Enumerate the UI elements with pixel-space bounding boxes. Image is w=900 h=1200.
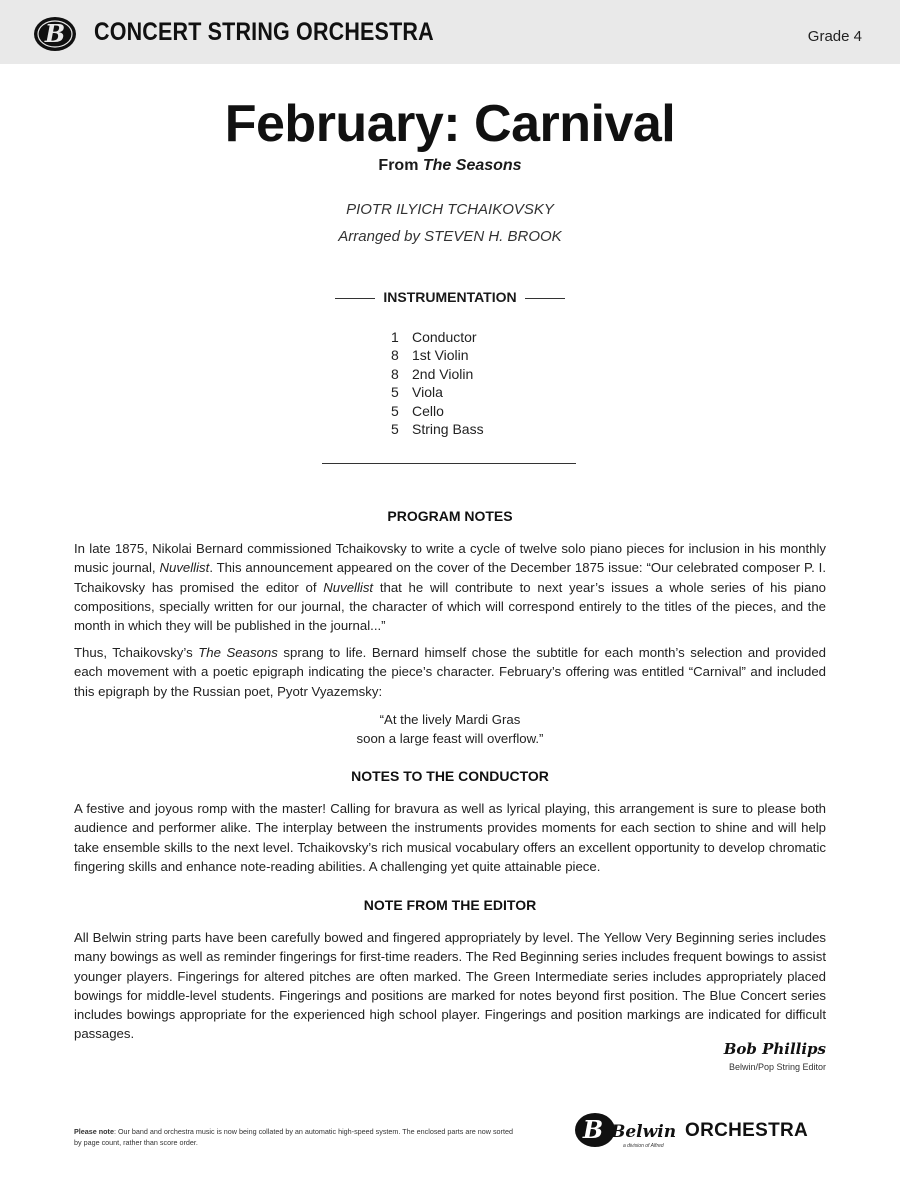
instrument-qty: 8 [391,347,399,364]
text-run: . This announcement appeared on the cover of the December 1875 issue: “Our celebrated composer P. I. Tchaikovsky has promised the editor of [74,560,826,595]
editor-signature: Bob Phillips [723,1040,826,1058]
instrumentation-heading-text: INSTRUMENTATION [383,289,517,305]
svg-text:B: B [582,1115,604,1144]
series-title: CONCERT STRING ORCHESTRA [94,18,434,46]
heading-rule-right [525,298,565,299]
list-item [391,402,484,420]
subtitle-work: The Seasons [422,157,522,174]
editor-note-paragraph: All Belwin string parts have been carefully bowed and fingered appropriately by level. The Yellow Very Beginning series includes many bowings as well as reminder fingerings for first-time readers. The Red Beginning series includes frequent bowings to assist younger players. Fingerings for altered pitches are often marked. The Green Intermediate series includes appropriately placed bowings for middle-level students. Fingerings and positions are marked for notes beyond first position. The Blue Concert series includes bowings appropriate for the experienced high school player. Fingerings and position markings are indicated for difficult passages. [74,930,826,1042]
epigraph-quote [0,710,900,748]
list-item [391,420,484,438]
program-notes-paragraph-1 [74,539,826,635]
list-item [391,346,484,364]
instrument-name: Viola [412,384,443,401]
instrument-qty: 5 [391,421,399,438]
arranger: Arranged by STEVEN H. BROOK [338,228,562,245]
belwin-b-logo-icon [32,14,78,54]
text-run: Thus, Tchaikovsky’s [74,645,199,660]
instrument-name: Cello [412,402,444,419]
instrument-qty: 5 [391,402,399,419]
subtitle [0,157,900,175]
program-notes-paragraph-2 [74,643,826,701]
grade-label: Grade 4 [807,28,862,45]
page-header [0,0,900,64]
text-run: that he will contribute to next year’s issues a whole series of his piano compositions, specially written for our journal, the character of which will correspond entirely to the titles of the pieces, and the month in which they will be published in the journal...” [74,579,826,634]
program-notes-heading: PROGRAM NOTES [387,508,513,524]
svg-text:B: B [44,19,66,48]
collation-note [74,1127,514,1148]
composer: PIOTR ILYICH TCHAIKOVSKY [346,201,554,218]
page-title: February: Carnival [224,95,676,153]
publisher-orchestra: ORCHESTRA [685,1120,809,1141]
note-text: : Our band and orchestra music is now being collated by an automatic high-speed system. The enclosed parts are now sorted by page count, rather than score order. [74,1127,513,1147]
list-item [391,328,484,346]
list-item [391,383,484,401]
conductor-notes-heading: NOTES TO THE CONDUCTOR [351,768,549,784]
instrument-name: 1st Violin [412,347,469,364]
editor-title: Belwin/Pop String Editor [728,1062,826,1072]
note-label: Please note [74,1127,114,1136]
text-run: sprang to life. Bernard himself chose the subtitle for each month’s selection and provided each movement with a poetic epigraph indicating the piece’s character. February’s offering was entitled “Carnival” and included this epigraph by the Russian poet, Pyotr Vyazemsky: [74,645,826,699]
belwin-wordmark: Belwin [611,1122,677,1142]
subtitle-prefix: From [378,157,423,174]
heading-rule-left [335,298,375,299]
instrument-name: 2nd Violin [412,365,474,382]
quote-line: soon a large feast will overflow.” [356,731,544,746]
instrumentation-heading [0,289,900,305]
journal-title: Nuvellist [159,560,210,576]
work-title: The Seasons [198,645,278,660]
instrument-qty: 5 [391,384,399,401]
quote-line: “At the lively Mardi Gras [379,712,521,727]
editor-note-heading: NOTE FROM THE EDITOR [363,897,537,913]
publisher-division: a division of Alfred [623,1143,664,1149]
publisher-logo [573,1108,833,1156]
list-item [391,365,484,383]
instrument-qty: 1 [391,329,399,345]
conductor-notes-paragraph: A festive and joyous romp with the master! Calling for bravura as well as lyrical playing, this arrangement is sure to please both audience and performer alike. The interplay between the instruments provides moments for each section to shine and will help take ensemble skills to the next level. Tchaikovsky’s rich musical vocabulary offers an excellent opportunity to develop chromatic fingering skills and enhance note-reading abilities. A challenging yet quite attainable piece. [74,801,826,874]
instrument-name: String Bass [412,421,484,438]
instrumentation-divider [322,463,576,464]
journal-title: Nuvellist [323,579,374,595]
instrumentation-list [391,328,484,438]
text-run: In late 1875, Nikolai Bernard commissioned Tchaikovsky to write a cycle of twelve solo piano pieces for inclusion in his monthly music journal, [74,541,826,576]
instrument-name: Conductor [412,329,477,345]
instrument-qty: 8 [391,365,399,382]
